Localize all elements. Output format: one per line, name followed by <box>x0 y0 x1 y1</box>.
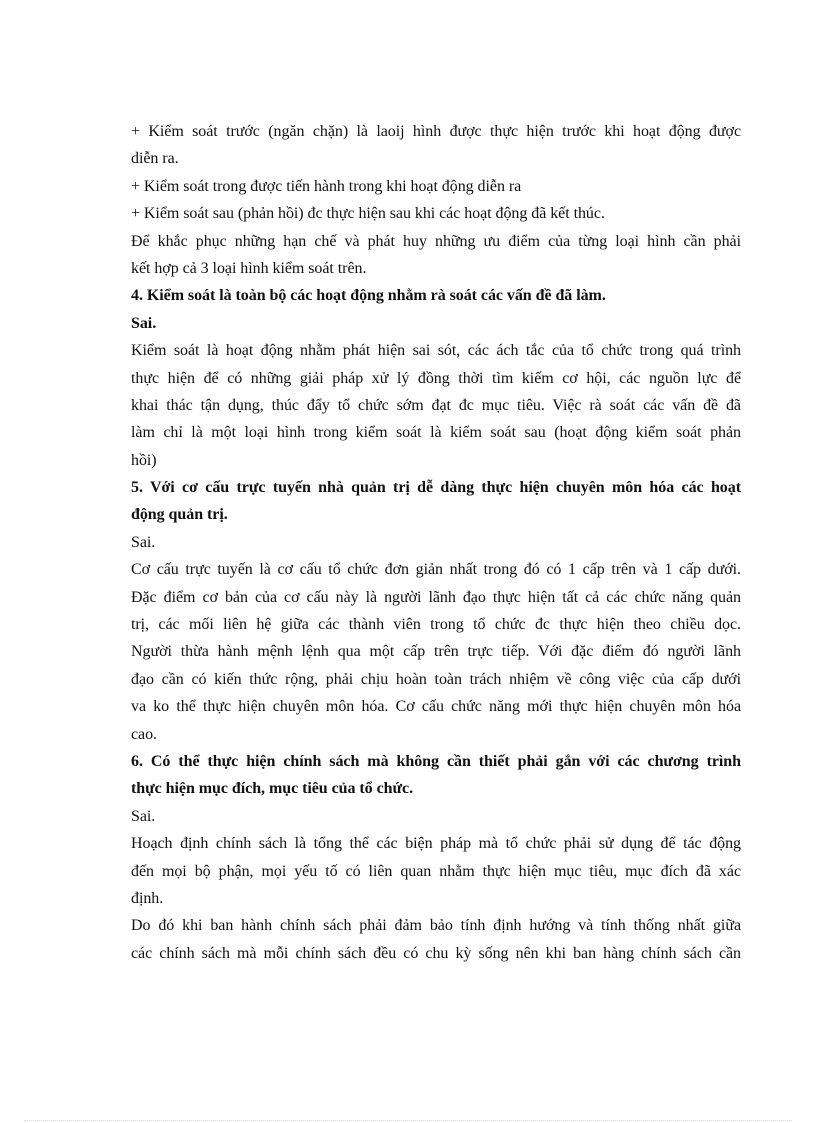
text-line: Do đó khi ban hành chính sách phải đảm bảo tính định hướng và tính thống nhất giữa <box>131 917 741 935</box>
text-line: + Kiểm soát trong được tiến hành trong khi hoạt động diễn ra <box>131 177 522 195</box>
heading-line: 4. Kiểm soát là toàn bộ các hoạt động nhằm rà soát các vấn đề đã làm. <box>131 287 606 305</box>
heading-line: Sai. <box>131 314 157 332</box>
page-bottom-divider <box>24 1120 792 1121</box>
text-line: kết hợp cả 3 loại hình kiểm soát trên. <box>131 259 367 277</box>
text-line: + Kiểm soát trước (ngăn chặn) là laoij hình được thực hiện trước khi hoạt động được <box>131 123 741 140</box>
text-line: + Kiểm soát sau (phản hồi) đc thực hiện sau khi các hoạt động đã kết thúc. <box>131 205 605 223</box>
text-line: làm chỉ là một loại hình trong kiểm soát là kiểm soát sau (hoạt động kiểm soát phản <box>131 424 741 442</box>
text-line: Kiểm soát là hoạt động nhằm phát hiện sai sót, các ách tắc của tổ chức trong quá trình <box>131 342 741 360</box>
text-line: khai thác tận dụng, thúc đẩy tổ chức sớm đạt đc mục tiêu. Việc rà soát các vấn đề đã <box>131 396 741 414</box>
text-line: Sai. <box>131 533 156 551</box>
text-line: thực hiện để có những giải pháp xử lý đồng thời tìm kiếm cơ hội, các nguồn lực để <box>131 369 741 387</box>
text-line: các chính sách mà mỗi chính sách đều có chu kỳ sống nên khi ban hàng chính sách cần <box>131 944 741 962</box>
text-line: va ko thể thực hiện chuyên môn hóa. Cơ cấu chức năng mới thực hiện chuyên môn hóa <box>131 698 741 716</box>
heading-line: 6. Có thể thực hiện chính sách mà không cần thiết phải gắn với các chương trình <box>131 752 741 770</box>
text-line: Để khắc phục những hạn chế và phát huy những ưu điểm của từng loại hình cần phải <box>131 232 741 250</box>
heading-line: động quản trị. <box>131 506 228 524</box>
text-line: diễn ra. <box>131 150 179 168</box>
text-line: định. <box>131 889 164 907</box>
text-line: Đặc điểm cơ bản của cơ cấu này là người lãnh đạo thực hiện tất cả các chức năng quản <box>131 588 741 606</box>
text-line: Người thừa hành mệnh lệnh qua một cấp trên trực tiếp. Với đặc điểm đó người lãnh <box>131 643 741 661</box>
text-line: trị, các mối liên hệ giữa các thành viên trong tổ chức đc thực hiện theo chiều dọc. <box>131 616 741 634</box>
text-line: Cơ cấu trực tuyến là cơ cấu tổ chức đơn giản nhất trong đó có 1 cấp trên và 1 cấp dưới. <box>131 561 741 579</box>
text-line: Sai. <box>131 807 156 825</box>
text-line: cao. <box>131 725 158 743</box>
text-line: đến mọi bộ phận, mọi yếu tố có liên quan nhằm thực hiện mục tiêu, mục đích đã xác <box>131 862 741 880</box>
text-line: hồi) <box>131 451 157 469</box>
heading-line: thực hiện mục đích, mục tiêu của tổ chức. <box>131 780 414 798</box>
heading-line: 5. Với cơ cấu trực tuyến nhà quản trị dễ dàng thực hiện chuyên môn hóa các hoạt <box>131 479 741 497</box>
text-line: đạo cần có kiến thức rộng, phải chịu hoàn toàn trách nhiệm về công việc của cấp dưới <box>131 670 741 688</box>
document-page <box>131 118 741 967</box>
text-line: Hoạch định chính sách là tổng thể các biện pháp mà tổ chức phải sử dụng để tác động <box>131 835 741 853</box>
